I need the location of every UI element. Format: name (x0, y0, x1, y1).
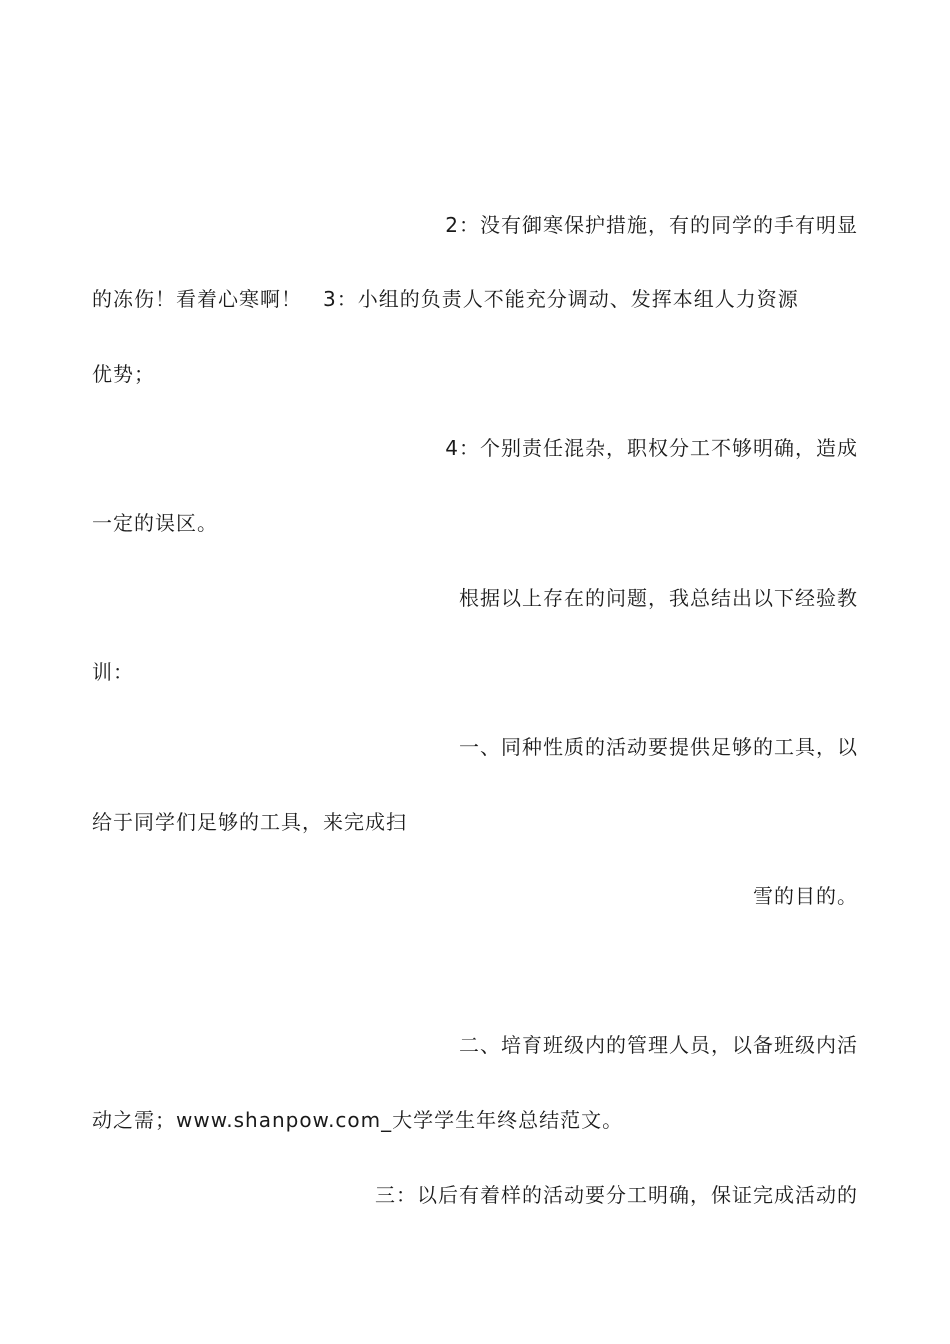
paragraph-line: 根据以上存在的问题，我总结出以下经验教 (459, 586, 858, 610)
paragraph-line: 动之需；www.shanpow.com_大学学生年终总结范文。 (92, 1108, 624, 1132)
paragraph-line: 优势； (92, 362, 155, 386)
paragraph-line: 2：没有御寒保护措施，有的同学的手有明显 (445, 213, 858, 237)
paragraph-line: 三：以后有着样的活动要分工明确，保证完成活动的 (375, 1183, 858, 1207)
paragraph-line: 二、培育班级内的管理人员，以备班级内活 (459, 1033, 858, 1057)
paragraph-line: 的冻伤！看着心寒啊！ 3：小组的负责人不能充分调动、发挥本组人力资源 (92, 287, 799, 311)
paragraph-line: 给于同学们足够的工具，来完成扫 (92, 810, 407, 834)
paragraph-line: 一定的误区。 (92, 511, 218, 535)
paragraph-line: 雪的目的。 (753, 884, 858, 908)
paragraph-line: 4：个别责任混杂，职权分工不够明确，造成 (445, 436, 858, 460)
paragraph-line: 一、同种性质的活动要提供足够的工具，以 (459, 735, 858, 759)
paragraph-line: 训： (92, 660, 134, 684)
